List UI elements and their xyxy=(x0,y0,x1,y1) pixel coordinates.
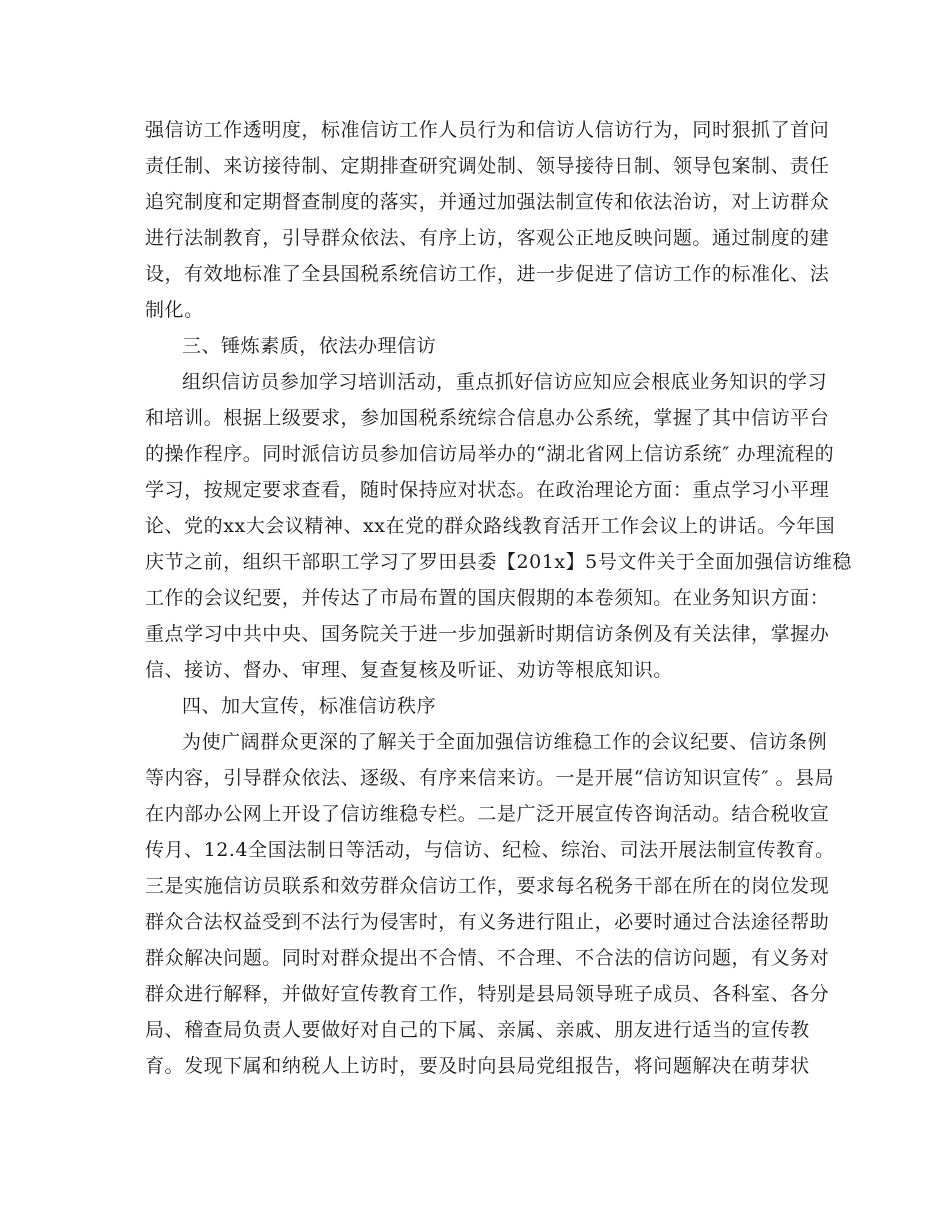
text-line: 等内容，引导群众依法、逐级、有序来信来访。一是开展“信访知识宣传″ 。县局 xyxy=(145,767,835,789)
text-line: 重点学习中共中央、国务院关于进一步加强新时期信访条例及有关法律，掌握办 xyxy=(145,623,830,645)
text-line: 局、稽查局负责人要做好对自己的下属、亲属、亲戚、朋友进行适当的宣传教 xyxy=(145,1019,810,1041)
text-line: 论、党的xx大会议精神、xx在党的群众路线教育活开工作会议上的讲话。今年国 xyxy=(145,515,836,537)
text-line: 责任制、来访接待制、定期排查研究调处制、领导接待日制、领导包案制、责任 xyxy=(145,155,830,177)
text-line: 和培训。根据上级要求，参加国税系统综合信息办公系统，掌握了其中信访平台 xyxy=(145,407,830,429)
text-line: 群众合法权益受到不法行为侵害时，有义务进行阻止，必要时通过合法途径帮助 xyxy=(145,911,830,933)
text-line: 群众解决问题。同时对群众提出不合情、不合理、不合法的信访问题，有义务对 xyxy=(145,947,830,969)
text-line: 学习，按规定要求查看，随时保持应对状态。在政治理论方面：重点学习小平理 xyxy=(145,479,830,501)
text-line: 设，有效地标准了全县国税系统信访工作，进一步促进了信访工作的标准化、法 xyxy=(145,263,830,285)
text-line: 的操作程序。同时派信访员参加信访局举办的“湖北省网上信访系统″ 办理流程的 xyxy=(145,443,835,465)
text-line: 信、接访、督办、审理、复查复核及听证、劝访等根底知识。 xyxy=(145,659,673,681)
text-line: 三是实施信访员联系和效劳群众信访工作，要求每名税务干部在所在的岗位发现 xyxy=(145,875,830,897)
text-line: 传月、12.4全国法制日等活动，与信访、纪检、综治、司法开展法制宣传教育。 xyxy=(145,839,835,861)
section-heading: 三、锤炼素质，依法办理信访 xyxy=(182,335,437,357)
section-heading: 四、加大宣传，标准信访秩序 xyxy=(182,695,437,717)
text-line: 庆节之前，组织干部职工学习了罗田县委【201x】5号文件关于全面加强信访维稳 xyxy=(145,551,852,573)
text-line: 进行法制教育，引导群众依法、有序上访，客观公正地反映问题。通过制度的建 xyxy=(145,227,830,249)
text-line: 追究制度和定期督查制度的落实，并通过加强法制宣传和依法治访，对上访群众 xyxy=(145,191,830,213)
text-line: 群众进行解释，并做好宣传教育工作，特别是县局领导班子成员、各科室、各分 xyxy=(145,983,830,1005)
text-line: 强信访工作透明度，标准信访工作人员行为和信访人信访行为，同时狠抓了首问 xyxy=(145,119,830,141)
text-line: 为使广阔群众更深的了解关于全面加强信访维稳工作的会议纪要、信访条例 xyxy=(182,731,828,753)
text-line: 制化。 xyxy=(145,299,204,321)
text-line: 组织信访员参加学习培训活动，重点抓好信访应知应会根底业务知识的学习 xyxy=(182,371,828,393)
text-line: 育。发现下属和纳税人上访时，要及时向县局党组报告，将问题解决在萌芽状 xyxy=(145,1055,810,1077)
text-line: 在内部办公网上开设了信访维稳专栏。二是广泛开展宣传咨询活动。结合税收宣 xyxy=(145,803,830,825)
text-line: 工作的会议纪要，并传达了市局布置的国庆假期的本卷须知。在业务知识方面： xyxy=(145,587,830,609)
